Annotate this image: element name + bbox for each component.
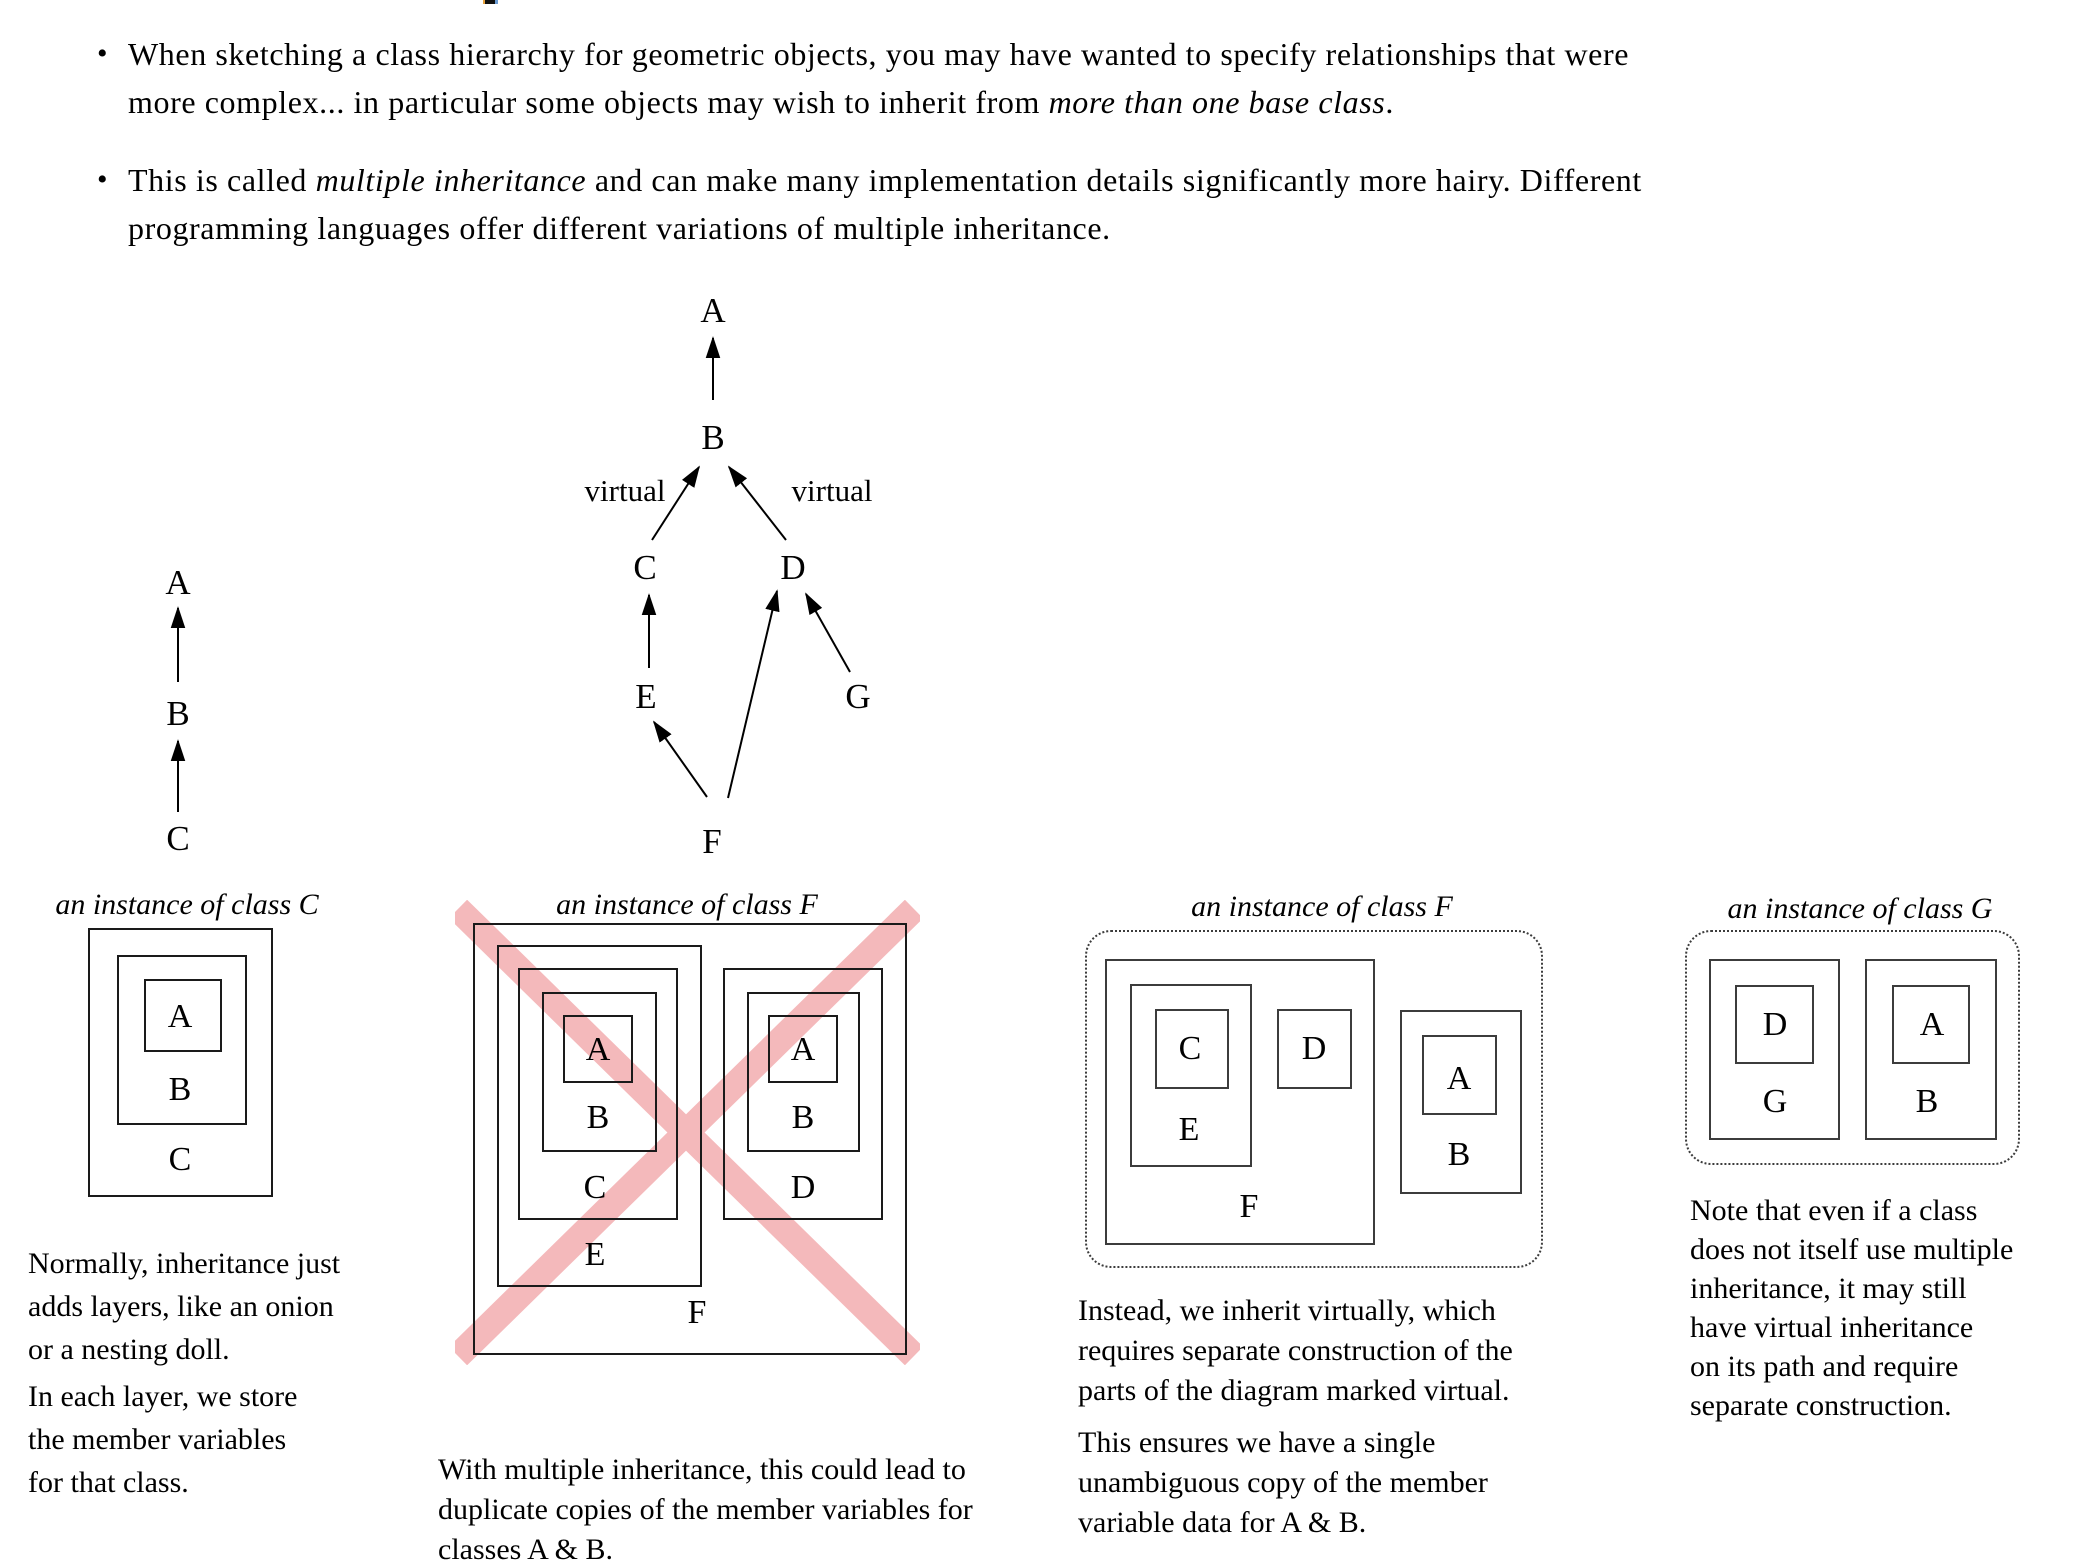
instance-c-title: an instance of class C xyxy=(55,888,319,921)
arrow-d-to-b xyxy=(729,467,786,540)
caption-line: Note that even if a class xyxy=(1690,1194,1978,1227)
layer-label-f: F xyxy=(1239,1188,1259,1225)
node-b: B xyxy=(701,418,725,457)
node-e: E xyxy=(635,677,657,716)
layer-label-g: G xyxy=(1762,1083,1788,1120)
arrow-g-to-d xyxy=(806,594,850,672)
layer-label-b-left: B xyxy=(586,1099,610,1136)
virtual-label-left: virtual xyxy=(584,473,666,508)
bullet-marker: • xyxy=(97,163,109,196)
caption-member-variables xyxy=(28,1375,298,1504)
instance-g-diagram xyxy=(1685,930,2020,1165)
bullet-1-line-1: When sketching a class hierarchy for geometric objects, you may have wanted to specify relationships that were xyxy=(128,36,1630,72)
node-a: A xyxy=(700,291,726,330)
layer-label-b-right: B xyxy=(791,1099,815,1136)
caption-line: adds layers, like an onion xyxy=(28,1290,334,1323)
caption-line: variable data for A & B. xyxy=(1078,1506,1367,1539)
caption-line: With multiple inheritance, this could lead to xyxy=(438,1453,966,1486)
node-c-left: C xyxy=(166,819,190,858)
caption-line: parts of the diagram marked virtual. xyxy=(1078,1374,1510,1407)
layer-label-c: C xyxy=(583,1169,607,1206)
caption-line: duplicate copies of the member variables for xyxy=(438,1493,973,1526)
bullet-2-line-1-em: multiple inheritance xyxy=(315,162,587,198)
caption-line: have virtual inheritance xyxy=(1690,1311,1974,1344)
caption-line: the member variables xyxy=(28,1423,287,1456)
bullet-1-line-2-post: . xyxy=(1385,84,1394,120)
caption-line: separate construction. xyxy=(1690,1389,1952,1422)
instance-c-diagram xyxy=(88,928,273,1197)
bullet-2-line-1-post: and can make many implementation details significantly more hairy. Different xyxy=(586,162,1642,198)
caption-line: inheritance, it may still xyxy=(1690,1272,1967,1305)
layer-label-a: A xyxy=(167,998,193,1035)
caption-line: on its path and require xyxy=(1690,1350,1959,1383)
instance-f-virtual-diagram xyxy=(1085,930,1543,1268)
arrow-f-to-d xyxy=(728,591,777,798)
caption-line: This ensures we have a single xyxy=(1078,1426,1436,1459)
bullet-1-line-2-em: more than one base class xyxy=(1048,84,1386,120)
caption-line: does not itself use multiple xyxy=(1690,1233,2014,1266)
class-hierarchy-diagrams xyxy=(0,0,950,880)
caption-duplicate-copies xyxy=(438,1450,973,1562)
layer-label-d: D xyxy=(790,1169,816,1206)
caption-single-copy xyxy=(1078,1423,1488,1543)
layer-label-b: B xyxy=(168,1071,192,1108)
caption-note-virtual-path xyxy=(1690,1191,2013,1425)
layer-label-c: C xyxy=(168,1141,192,1178)
caption-line: Normally, inheritance just xyxy=(28,1247,341,1280)
layer-label-a: A xyxy=(1446,1060,1472,1097)
caption-line: requires separate construction of the xyxy=(1078,1334,1513,1367)
bullet-1-line-2-pre: more complex... in particular some objects may wish to inherit from xyxy=(128,84,1049,120)
caption-line: classes A & B. xyxy=(438,1533,614,1562)
bullet-marker: • xyxy=(97,37,109,70)
caption-line: In each layer, we store xyxy=(28,1380,298,1413)
node-f: F xyxy=(702,822,722,861)
caption-onion-layers xyxy=(28,1242,340,1371)
layer-label-a-left: A xyxy=(585,1031,611,1068)
instance-f-crossed-boxes xyxy=(455,900,920,1365)
instance-f-virtual-title: an instance of class F xyxy=(1191,890,1453,923)
node-a-left: A xyxy=(165,563,191,602)
bullet-2-line-2: programming languages offer different variations of multiple inheritance. xyxy=(128,210,1111,246)
node-g: G xyxy=(845,677,871,716)
layer-label-b: B xyxy=(1447,1136,1471,1173)
arrow-f-to-e xyxy=(654,722,707,797)
virtual-label-right: virtual xyxy=(791,473,873,508)
caption-line: Instead, we inherit virtually, which xyxy=(1078,1294,1496,1327)
caption-line: or a nesting doll. xyxy=(28,1333,230,1366)
layer-label-f: F xyxy=(687,1294,707,1331)
caption-line: unambiguous copy of the member xyxy=(1078,1466,1488,1499)
node-b-left: B xyxy=(166,694,190,733)
layer-label-c: C xyxy=(1178,1030,1202,1067)
caption-virtual-inheritance xyxy=(1078,1291,1513,1411)
instance-f-crossed-diagram xyxy=(455,900,920,1365)
layer-label-b: B xyxy=(1915,1083,1939,1120)
caption-line: for that class. xyxy=(28,1466,189,1499)
node-c: C xyxy=(633,548,657,587)
layer-label-e: E xyxy=(584,1236,606,1273)
instance-f-crossed-title: an instance of class F xyxy=(556,888,818,921)
layer-label-e: E xyxy=(1178,1111,1200,1148)
instance-g-title: an instance of class G xyxy=(1727,892,1993,925)
layer-label-a: A xyxy=(1919,1006,1945,1043)
layer-label-d: D xyxy=(1762,1006,1788,1043)
layer-label-d: D xyxy=(1301,1030,1327,1067)
node-d: D xyxy=(780,548,806,587)
bullet-2-line-1-pre: This is called xyxy=(128,162,316,198)
layer-label-a-right: A xyxy=(790,1031,816,1068)
